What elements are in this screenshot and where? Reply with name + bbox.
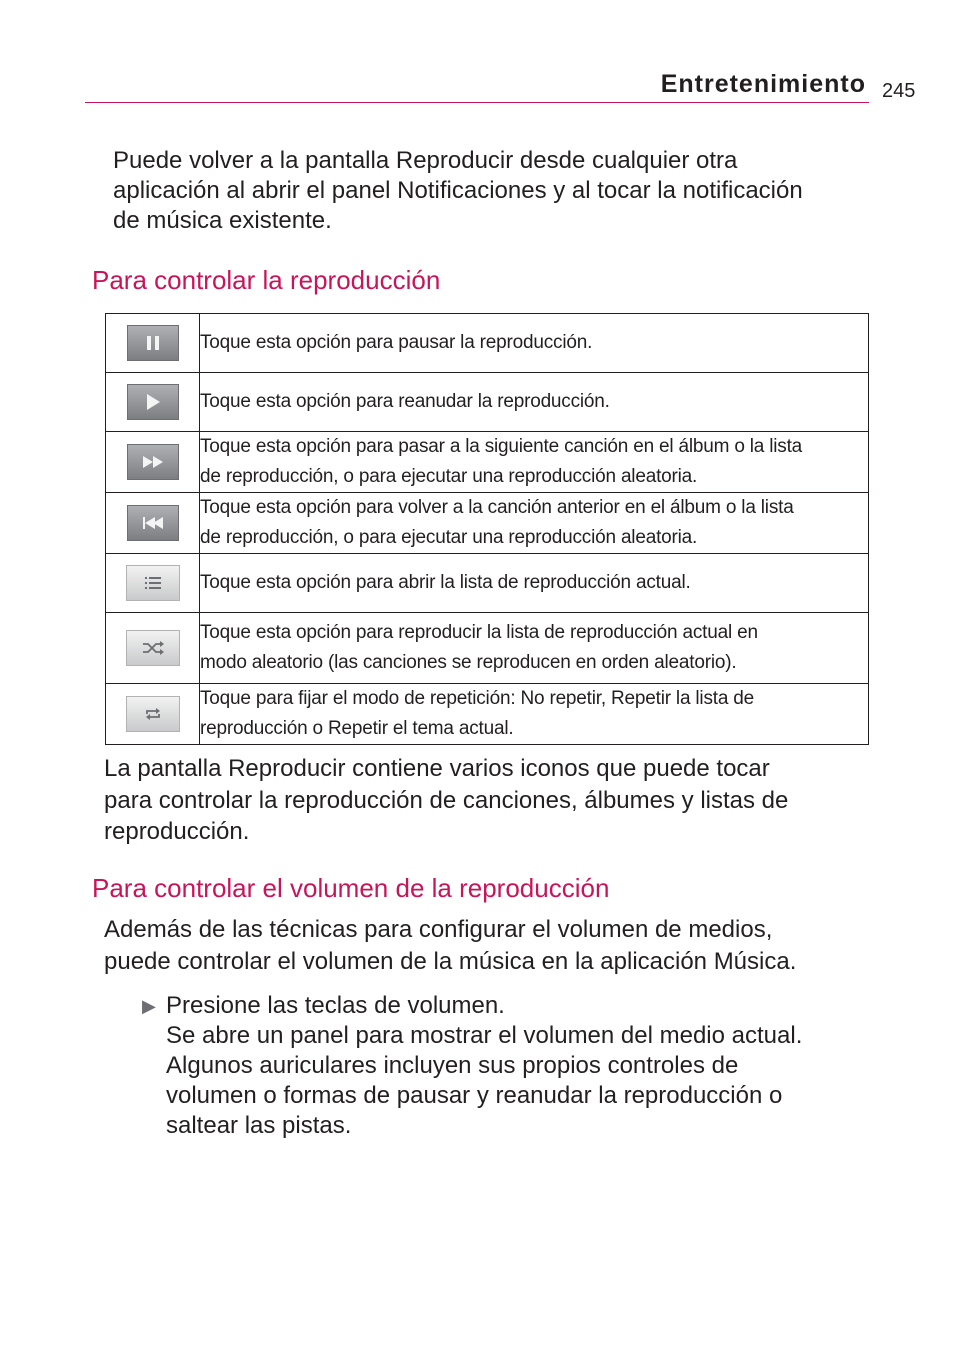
bullet-line: saltear las pistas. <box>166 1112 352 1139</box>
intro-line: de música existente. <box>113 207 332 234</box>
description-line: Toque esta opción para reanudar la reproducción. <box>200 391 610 412</box>
header-rule <box>85 102 869 103</box>
volume-bullet-list <box>142 991 802 1141</box>
volume-line: Además de las técnicas para configurar el volumen de medios, <box>104 916 773 943</box>
description-line: de reproducción, o para ejecutar una reproducción aleatoria. <box>200 466 698 487</box>
intro-line: aplicación al abrir el panel Notificaciones y al tocar la notificación <box>113 177 803 204</box>
icon-cell <box>106 684 200 745</box>
description-line: Toque esta opción para volver a la canción anterior en el álbum o la lista <box>200 497 794 518</box>
table-row <box>106 554 869 613</box>
description-line: Toque esta opción para reproducir la lista de reproducción actual en <box>200 622 758 643</box>
volume-line: puede controlar el volumen de la música en la aplicación Música. <box>104 948 797 975</box>
icon-cell <box>106 613 200 684</box>
repeat-icon <box>126 696 180 732</box>
header-title: Entretenimiento <box>660 70 866 98</box>
icon-cell <box>106 554 200 613</box>
table-row <box>106 493 869 554</box>
description-line: reproducción o Repetir el tema actual. <box>200 718 514 739</box>
page-number: 245 <box>882 80 916 102</box>
icon-cell <box>106 493 200 554</box>
summary-line: para controlar la reproducción de canciones, álbumes y listas de <box>104 786 789 814</box>
rewind-icon <box>127 505 179 541</box>
description-cell <box>200 493 869 554</box>
intro-paragraph <box>113 146 803 236</box>
description-cell <box>200 373 869 432</box>
description-line: Toque para fijar el modo de repetición: No repetir, Repetir la lista de <box>200 688 755 709</box>
section-heading-volume: Para controlar el volumen de la reproducción <box>92 873 610 903</box>
table-row <box>106 613 869 684</box>
table-row <box>106 373 869 432</box>
summary-line: La pantalla Reproducir contiene varios iconos que puede tocar <box>104 755 770 782</box>
icon-cell <box>106 314 200 373</box>
icon-cell <box>106 373 200 432</box>
shuffle-icon <box>126 630 180 666</box>
playback-summary-paragraph <box>104 753 788 848</box>
bullet-line: Algunos auriculares incluyen sus propios controles de <box>166 1052 739 1079</box>
description-cell <box>200 554 869 613</box>
table-row <box>106 684 869 745</box>
bullet-line: Se abre un panel para mostrar el volumen del medio actual. <box>166 1022 803 1049</box>
summary-line: reproducción. <box>104 818 250 845</box>
description-cell <box>200 314 869 373</box>
bullet-line: volumen o formas de pausar y reanudar la reproducción o <box>166 1082 783 1109</box>
description-line: modo aleatorio (las canciones se reproducen en orden aleatorio). <box>200 652 737 673</box>
description-line: Toque esta opción para pasar a la siguiente canción en el álbum o la lista <box>200 436 803 457</box>
fast-forward-icon <box>127 444 179 480</box>
description-line: de reproducción, o para ejecutar una reproducción aleatoria. <box>200 527 698 548</box>
table-row <box>106 314 869 373</box>
playback-controls-table <box>105 313 869 745</box>
playlist-icon <box>126 565 180 601</box>
description-cell <box>200 684 869 745</box>
description-line: Toque esta opción para abrir la lista de reproducción actual. <box>200 572 691 593</box>
pause-icon <box>127 325 179 361</box>
bullet-line: Presione las teclas de volumen. <box>166 992 505 1019</box>
bullet-arrow-icon: ▶ <box>142 996 156 1016</box>
table-row <box>106 432 869 493</box>
volume-paragraph <box>104 914 796 978</box>
description-cell <box>200 613 869 684</box>
intro-line: Puede volver a la pantalla Reproducir desde cualquier otra <box>113 147 738 174</box>
play-icon <box>127 384 179 420</box>
description-line: Toque esta opción para pausar la reproducción. <box>200 332 593 353</box>
icon-cell <box>106 432 200 493</box>
description-cell <box>200 432 869 493</box>
list-item <box>142 991 802 1141</box>
section-heading-playback: Para controlar la reproducción <box>92 265 441 295</box>
